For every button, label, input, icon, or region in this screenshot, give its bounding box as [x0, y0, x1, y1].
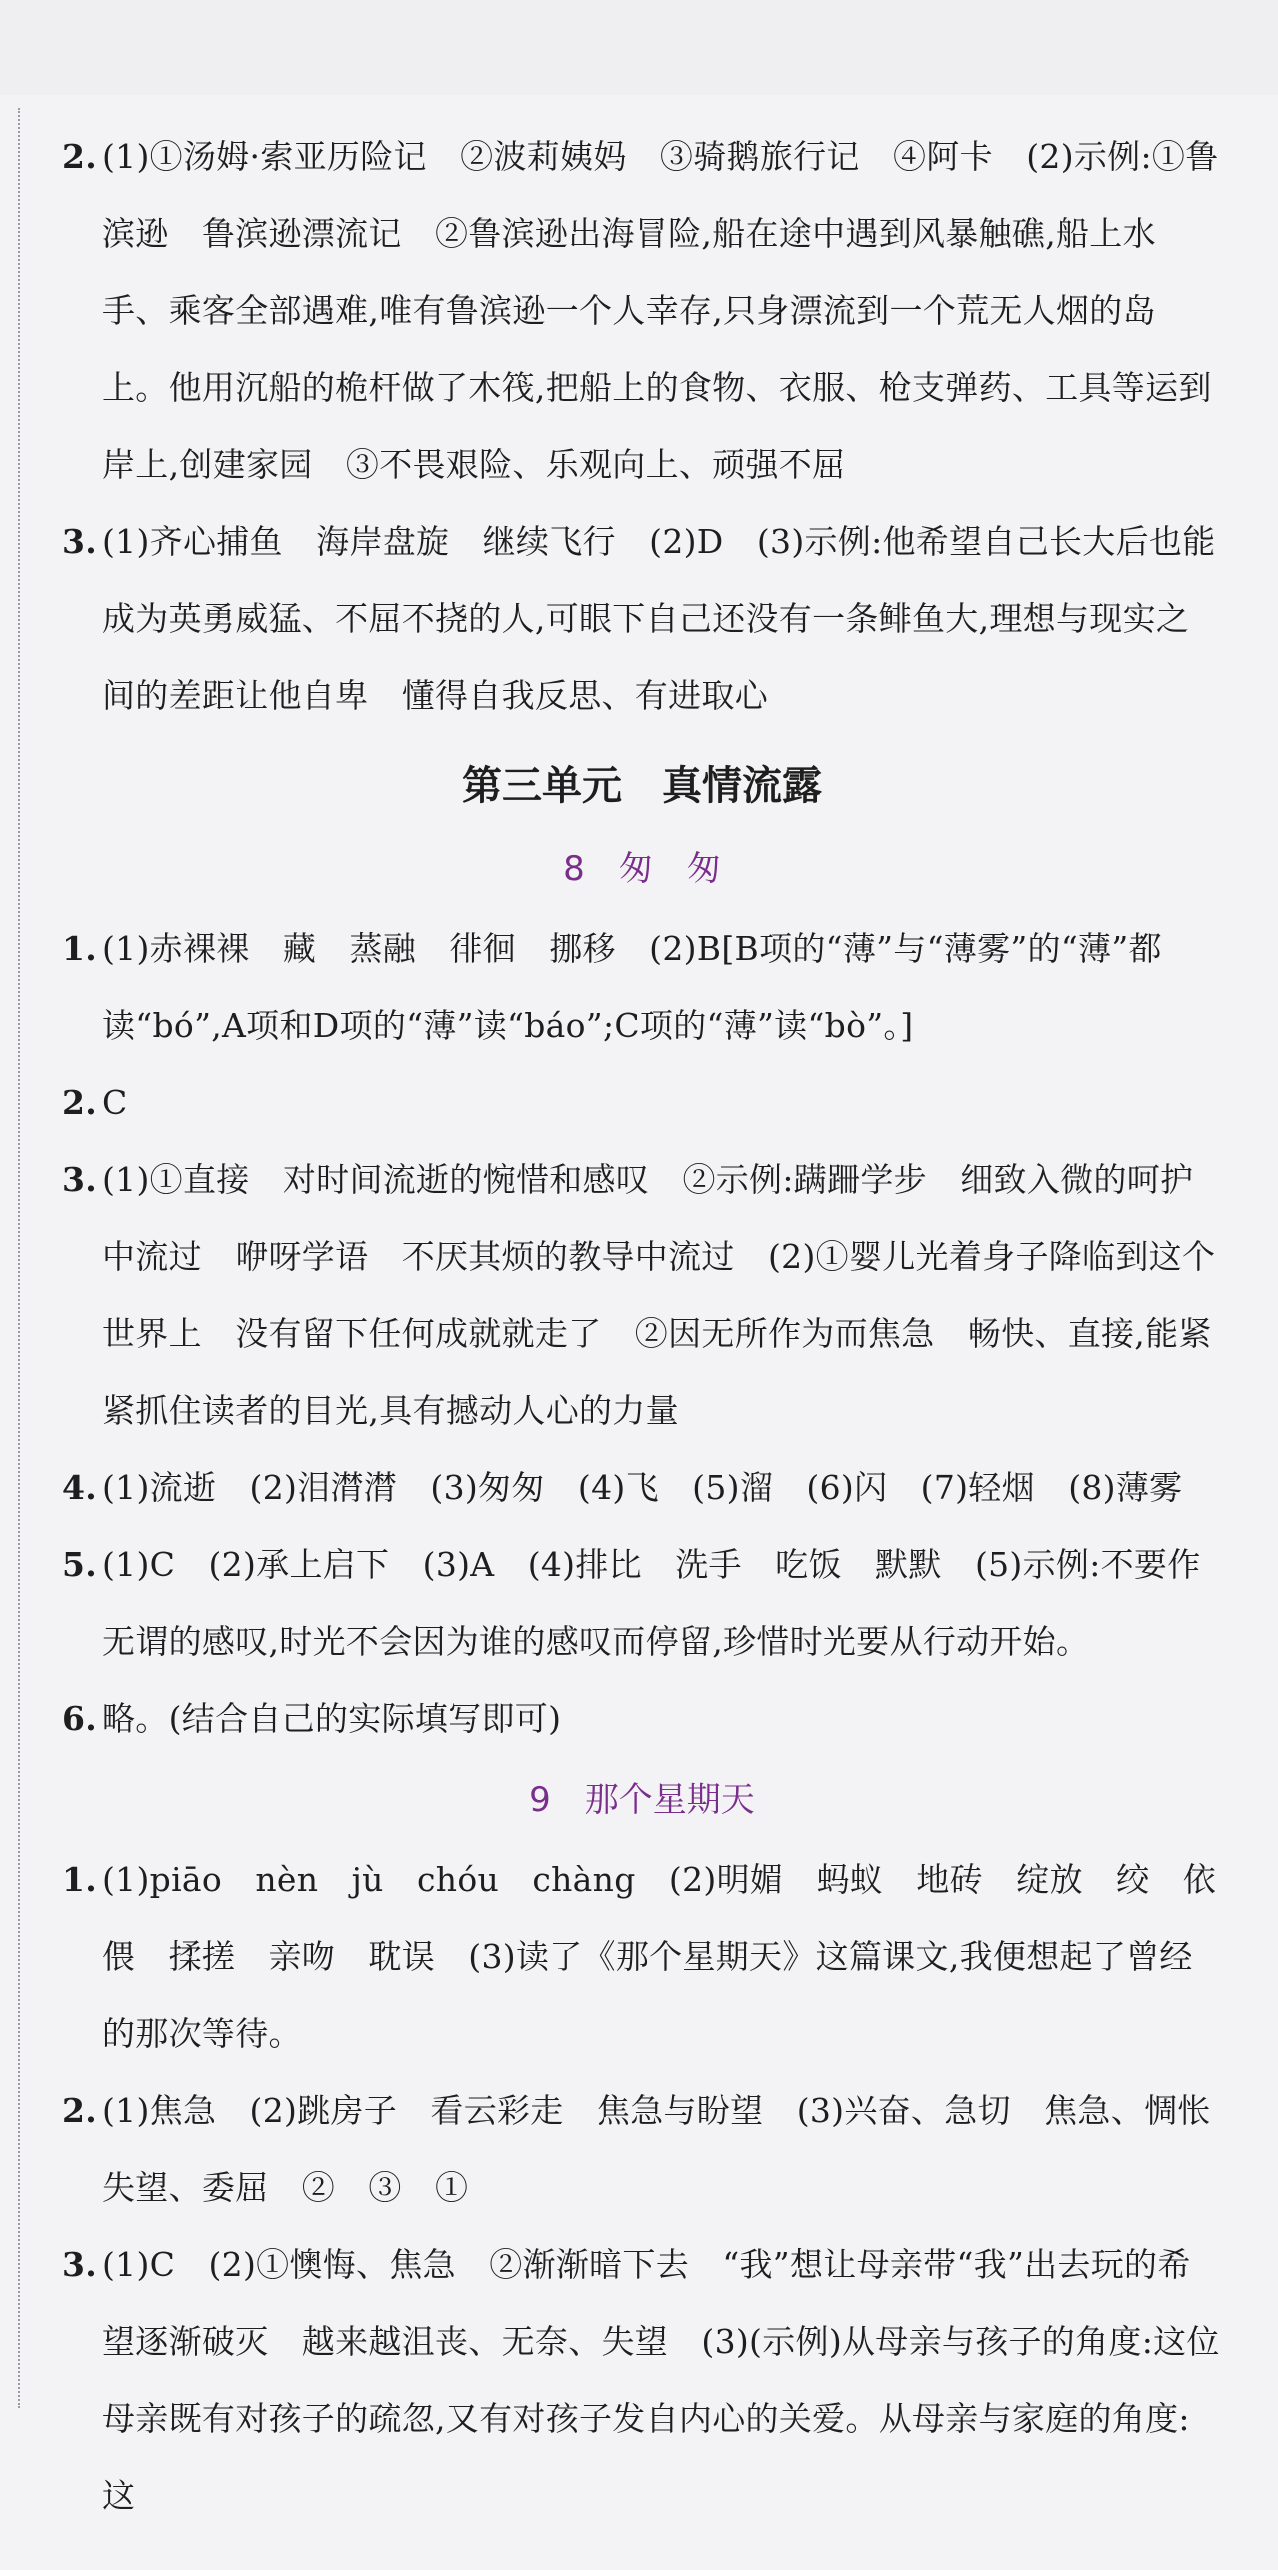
- question-number: 3.: [62, 522, 98, 561]
- answer-item: [62, 1680, 1222, 1757]
- answer-text: (1)焦急 (2)跳房子 看云彩走 焦急与盼望 (3)兴奋、急切 焦急、惆怅 失望、委屈 ② ③ ①: [102, 2091, 1244, 2207]
- binding-margin-line: [18, 108, 20, 2408]
- answer-item: [62, 2226, 1222, 2534]
- answer-text: (1)①汤姆·索亚历险记 ②波莉姨妈 ③骑鹅旅行记 ④阿卡 (2)示例:①鲁滨逊 鲁滨逊漂流记 ②鲁滨逊出海冒险,船在途中遇到风暴触礁,船上水手、乘客全部遇难,唯有鲁滨逊一个人幸存,只身漂流到一个荒无人烟的岛上。他用沉船的桅杆做了木筏,把船上的食物、衣服、枪支弹药、工具等运到岸上,创建家园 ③不畏艰险、乐观向上、顽强不屈: [102, 137, 1219, 484]
- answer-text: (1)赤裸裸 藏 蒸融 徘徊 挪移 (2)B[B项的“薄”与“薄雾”的“薄”都读“bó”,A项和D项的“薄”读“báo”;C项的“薄”读“bò”。]: [102, 929, 1162, 1045]
- lesson-9-title: 9 那个星期天: [529, 1780, 755, 1820]
- top-answer-list: [62, 118, 1222, 734]
- question-number: 4.: [62, 1468, 98, 1507]
- question-number: 6.: [62, 1699, 98, 1738]
- lesson-8-answer-list: [62, 910, 1222, 1757]
- answer-text: C: [102, 1083, 128, 1122]
- answer-item: [62, 1449, 1222, 1526]
- lesson-8-title: 8 匆 匆: [563, 849, 721, 889]
- question-number: 2.: [62, 2091, 98, 2130]
- lesson-9-answer-list: [62, 1841, 1244, 2534]
- question-number: 2.: [62, 1083, 98, 1122]
- answer-item: [62, 118, 1222, 503]
- answer-content: [62, 118, 1244, 2534]
- answer-text: (1)流逝 (2)泪潸潸 (3)匆匆 (4)飞 (5)溜 (6)闪 (7)轻烟 (8)薄雾: [102, 1468, 1183, 1507]
- answer-item: [62, 1141, 1222, 1449]
- answer-item: [62, 910, 1222, 1064]
- answer-text: (1)齐心捕鱼 海岸盘旋 继续飞行 (2)D (3)示例:他希望自己长大后也能成为英勇威猛、不屈不挠的人,可眼下自己还没有一条鲱鱼大,理想与现实之间的差距让他自卑 懂得自我反思、有进取心: [102, 522, 1216, 715]
- question-number: 1.: [62, 1860, 98, 1899]
- answer-text: (1)piāo nèn jù chóu chàng (2)明媚 蚂蚁 地砖 绽放 绞 依偎 揉搓 亲吻 耽误 (3)读了《那个星期天》这篇课文,我便想起了曾经的那次等待。: [102, 1860, 1217, 2053]
- answer-text: 略。(结合自己的实际填写即可): [102, 1699, 562, 1738]
- question-number: 3.: [62, 2245, 98, 2284]
- question-number: 1.: [62, 929, 98, 968]
- top-margin: [0, 0, 1278, 95]
- answer-text: (1)①直接 对时间流逝的惋惜和感叹 ②示例:蹒跚学步 细致入微的呵护中流过 咿呀学语 不厌其烦的教导中流过 (2)①婴儿光着身子降临到这个世界上 没有留下任何成就就走了 ②因无所作为而焦急 畅快、直接,能紧紧抓住读者的目光,具有撼动人心的力量: [102, 1160, 1216, 1430]
- answer-text: (1)C (2)承上启下 (3)A (4)排比 洗手 吃饭 默默 (5)示例:不要作无谓的感叹,时光不会因为谁的感叹而停留,珍惜时光要从行动开始。: [102, 1545, 1201, 1661]
- answer-item: [62, 1841, 1222, 2072]
- answer-item: [62, 503, 1222, 734]
- answer-item: [62, 1526, 1222, 1680]
- answer-text: (1)C (2)①懊悔、焦急 ②渐渐暗下去 “我”想让母亲带“我”出去玩的希望逐渐破灭 越来越沮丧、无奈、失望 (3)(示例)从母亲与孩子的角度:这位母亲既有对孩子的疏忽,又有对孩子发自内心的关爱。从母亲与家庭的角度:这: [102, 2245, 1220, 2515]
- answer-item: [62, 2072, 1244, 2226]
- question-number: 3.: [62, 1160, 98, 1199]
- answer-item: [62, 1064, 1222, 1141]
- question-number: 2.: [62, 137, 98, 176]
- unit-title: 第三单元 真情流露: [462, 763, 822, 809]
- question-number: 5.: [62, 1545, 98, 1584]
